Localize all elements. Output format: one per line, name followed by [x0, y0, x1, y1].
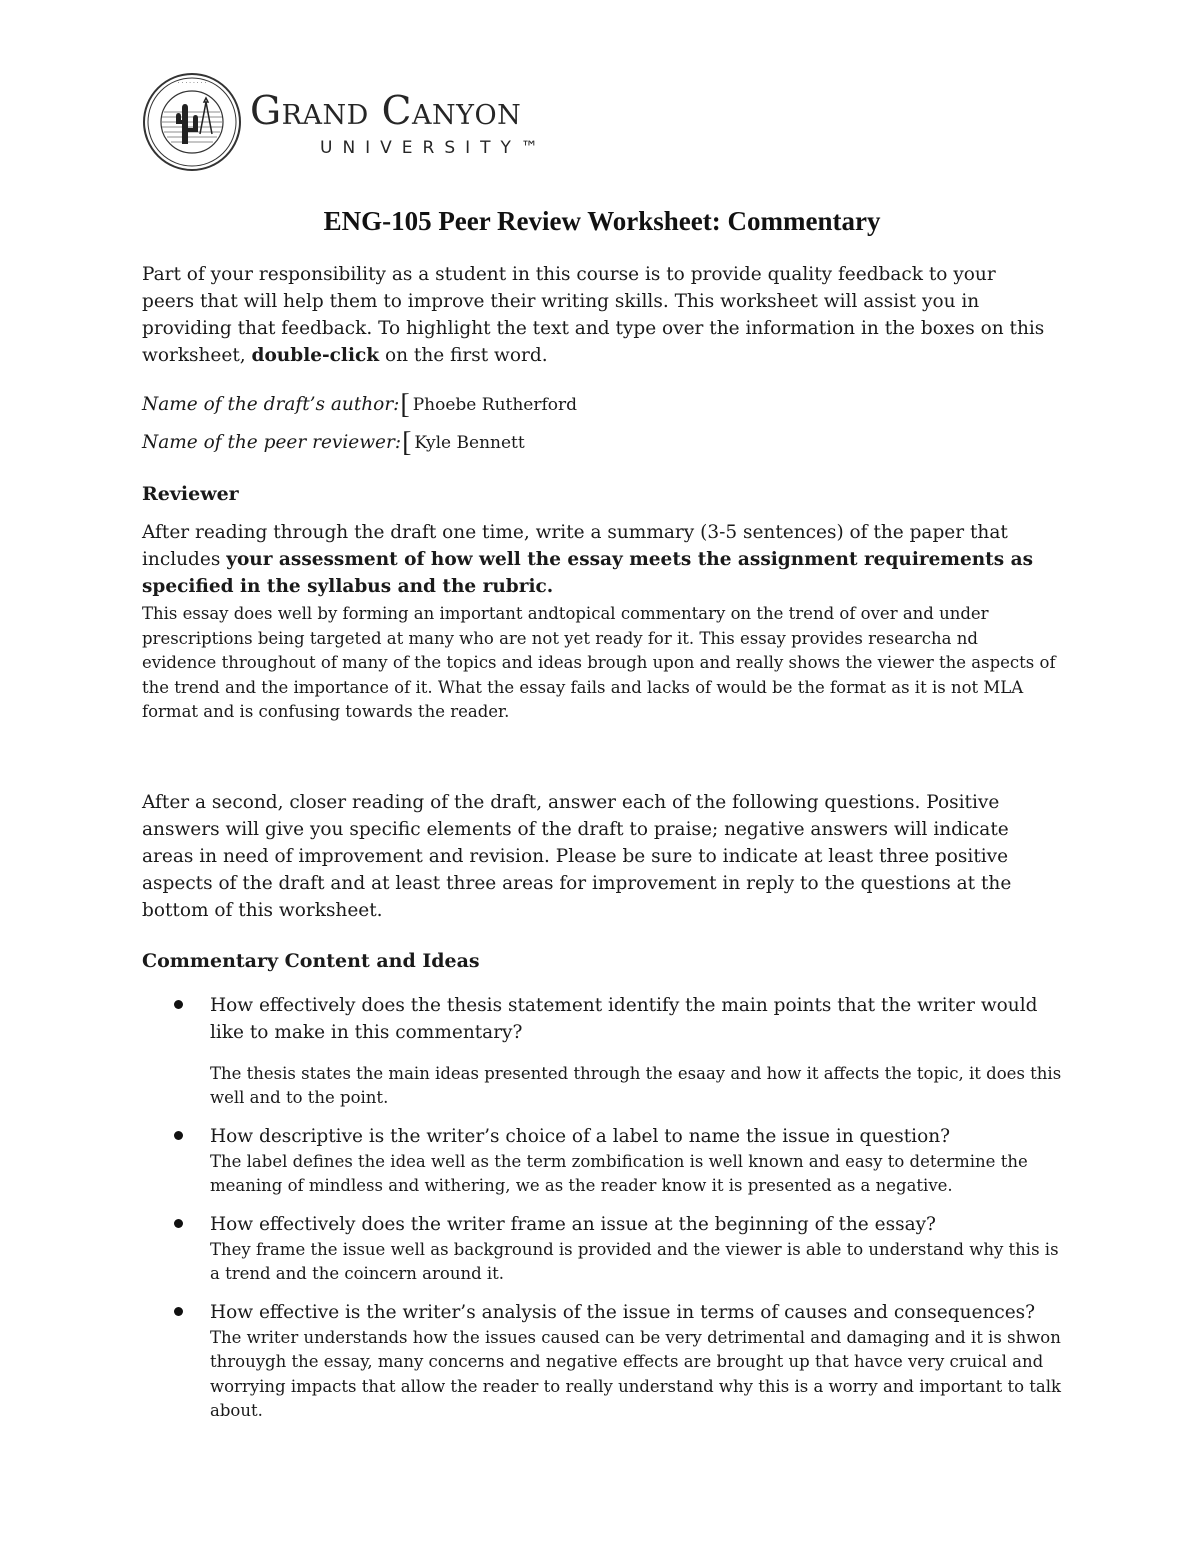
author-label: Name of the draft’s author: — [142, 394, 400, 415]
author-input[interactable]: Phoebe Rutherford — [412, 395, 578, 415]
form-field-bracket: [ — [400, 389, 410, 420]
intro-text: Part of your responsibility as a student in this course is to provide quality feedback to your peers that will help them to improve their writing skills. This worksheet will assist you in providing that feedback. To highlight the text and type over the information in the boxes on this worksheet, — [142, 264, 1045, 366]
reviewer-field — [142, 429, 1062, 457]
question-text: How effectively does the writer frame an issue at the beginning of the essay? — [210, 1213, 936, 1235]
summary-answer[interactable]: This essay does well by forming an important andtopical commentary on the trend of over and under prescriptions being targeted at many who are not yet ready for it. This essay provides researcha nd evidence throughout of many of the topics and ideas brough upon and really shows the viewer the aspects of the trend and the importance of it. What the essay fails and lacks of would be the format as it is not MLA format and is confusing towards the reader. — [142, 604, 1056, 721]
reviewer-heading: Reviewer — [142, 483, 239, 505]
bullet-icon — [174, 1219, 183, 1228]
intro-text-end: on the first word. — [379, 345, 548, 366]
worksheet-page — [142, 72, 1062, 1424]
reviewer-input[interactable]: Kyle Bennett — [414, 433, 525, 453]
answer-text[interactable]: The thesis states the main ideas presented through the esaay and how it affects the topic, it does this well and to the point. — [210, 1063, 1062, 1107]
bullet-icon — [174, 1131, 183, 1140]
university-seal-logo — [142, 72, 242, 172]
second-reading-paragraph: After a second, closer reading of the draft, answer each of the following questions. Positive answers will give you specific elements of the draft to praise; negative answers will indicate areas in need of improvement and revision. Please be sure to indicate at least three positive aspects of the draft and at least three areas for improvement in reply to the questions at the bottom of this worksheet. — [142, 791, 1012, 921]
bullet-icon — [174, 1307, 183, 1316]
summary-prompt — [142, 519, 1062, 600]
answer-text[interactable]: The label defines the idea well as the term zombification is well known and easy to determine the meaning of mindless and withering, we as the reader know it is presented as a negative. — [210, 1151, 1028, 1195]
author-field — [142, 391, 1062, 419]
university-subtitle: UNIVERSITY™ — [320, 138, 548, 158]
question-list — [142, 992, 1062, 1424]
svg-text:· · · · · · · ·: · · · · · · · · — [177, 80, 207, 87]
bullet-icon — [174, 1000, 183, 1009]
form-field-bracket: [ — [402, 427, 412, 458]
intro-paragraph — [142, 261, 1052, 369]
question-text: How effective is the writer’s analysis of the issue in terms of causes and consequences? — [210, 1301, 1036, 1323]
list-item — [142, 1123, 1062, 1199]
content-ideas-heading: Commentary Content and Ideas — [142, 949, 480, 972]
university-wordmark — [250, 89, 548, 158]
summary-prompt-text: After reading through the draft one time, write a summary (3-5 sentences) of the paper that includes — [142, 522, 1008, 570]
reviewer-label: Name of the peer reviewer: — [142, 432, 402, 453]
question-text: How descriptive is the writer’s choice of a label to name the issue in question? — [210, 1125, 951, 1147]
answer-text[interactable]: The writer understands how the issues caused can be very detrimental and damaging and it is shwon throuygh the essay, many concerns and negative effects are brought up that havce very cruical and worrying impacts that allow the reader to really understand why this is a worry and important to talk about. — [210, 1327, 1062, 1420]
intro-bold-instruction: double-click — [251, 345, 380, 366]
list-item — [142, 1299, 1062, 1424]
university-name: Grand Canyon — [250, 89, 522, 134]
list-item — [142, 992, 1062, 1111]
university-header — [142, 72, 1062, 172]
list-item — [142, 1211, 1062, 1287]
question-text: How effectively does the thesis statement identify the main points that the writer would like to make in this commentary? — [210, 994, 1038, 1043]
worksheet-title: ENG-105 Peer Review Worksheet: Commentary — [323, 206, 881, 236]
answer-text[interactable]: They frame the issue well as background is provided and the viewer is able to understand why this is a trend and the coincern around it. — [210, 1239, 1059, 1283]
summary-prompt-bold: your assessment of how well the essay meets the assignment requirements as specified in the syllabus and the rubric. — [142, 549, 1033, 597]
